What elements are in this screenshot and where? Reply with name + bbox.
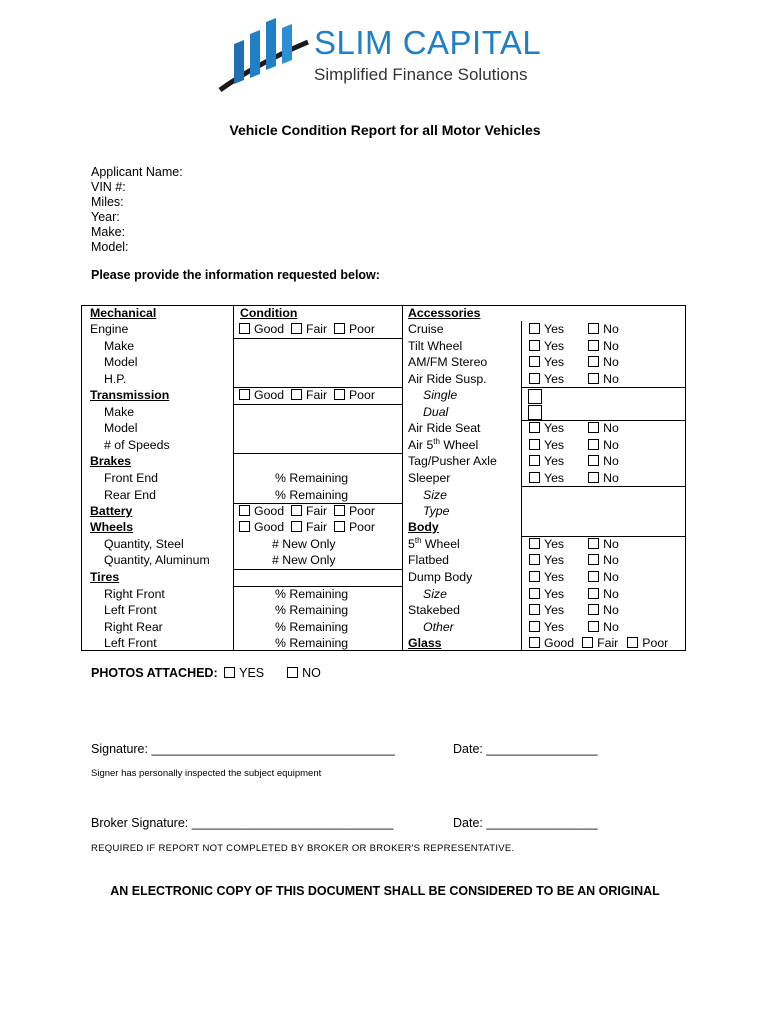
tilt-no-checkbox[interactable] xyxy=(588,340,599,351)
acc-dump-size: Size xyxy=(423,587,447,601)
mech-engine-make: Make xyxy=(104,339,135,353)
transmission-condition: Good Fair Poor xyxy=(239,387,375,404)
susp-no-checkbox[interactable] xyxy=(588,373,599,384)
front-end-remaining: % Remaining xyxy=(275,471,349,485)
flatbed-no-checkbox[interactable] xyxy=(588,554,599,565)
mech-speeds: # of Speeds xyxy=(104,438,170,452)
mech-qty-steel: Quantity, Steel xyxy=(104,537,184,551)
seat-yes-no: Yes No xyxy=(529,420,619,437)
seat-no-checkbox[interactable] xyxy=(588,422,599,433)
acc-dual: Dual xyxy=(423,405,449,419)
left-front-remaining: % Remaining xyxy=(275,603,349,617)
photos-yes-label: YES xyxy=(239,666,265,680)
brand-tagline: Simplified Finance Solutions xyxy=(314,65,528,84)
wheels-poor-checkbox[interactable] xyxy=(334,521,345,532)
acc-cruise: Cruise xyxy=(408,322,444,336)
air5th-yes-no: Yes No xyxy=(529,437,619,454)
acc-other: Other xyxy=(423,620,454,634)
wheels-fair-checkbox[interactable] xyxy=(291,521,302,532)
sleeper-yes-no: Yes No xyxy=(529,470,619,487)
acc-air-ride-susp: Air Ride Susp. xyxy=(408,372,487,386)
dump-yes-checkbox[interactable] xyxy=(529,571,540,582)
battery-condition: Good Fair Poor xyxy=(239,503,375,520)
susp-yes-checkbox[interactable] xyxy=(529,373,540,384)
trans-fair-checkbox[interactable] xyxy=(291,389,302,400)
stakebed-yes-no: Yes No xyxy=(529,602,619,619)
acc-stereo: AM/FM Stereo xyxy=(408,355,488,369)
condition-table xyxy=(81,305,686,651)
trans-poor-checkbox[interactable] xyxy=(334,389,345,400)
dump-no-checkbox[interactable] xyxy=(588,571,599,582)
battery-fair-checkbox[interactable] xyxy=(291,505,302,516)
fifth-no-checkbox[interactable] xyxy=(588,538,599,549)
header-condition: Condition xyxy=(240,306,298,320)
dump-size-yes-checkbox[interactable] xyxy=(529,588,540,599)
other-yes-checkbox[interactable] xyxy=(529,621,540,632)
glass-poor-checkbox[interactable] xyxy=(627,637,638,648)
dual-checkbox[interactable] xyxy=(528,405,542,420)
sleeper-yes-checkbox[interactable] xyxy=(529,472,540,483)
mech-trans-make: Make xyxy=(104,405,135,419)
glass-condition: Good Fair Poor xyxy=(529,635,668,652)
acc-single: Single xyxy=(423,388,458,402)
photos-label: PHOTOS ATTACHED: xyxy=(91,666,218,680)
aluminum-new-only: # New Only xyxy=(272,553,336,567)
photos-no-checkbox[interactable] xyxy=(287,667,298,678)
pusher-yes-checkbox[interactable] xyxy=(529,455,540,466)
other-yes-no: Yes No xyxy=(529,619,619,636)
logo-bars-icon xyxy=(216,14,316,96)
broker-date-line[interactable]: Date: ________________ xyxy=(453,816,598,830)
mech-front-end: Front End xyxy=(104,471,158,485)
header-accessories: Accessories xyxy=(408,306,481,320)
instructions: Please provide the information requested below: xyxy=(91,268,380,282)
tilt-yes-checkbox[interactable] xyxy=(529,340,540,351)
air5th-yes-checkbox[interactable] xyxy=(529,439,540,450)
footer-notice: AN ELECTRONIC COPY OF THIS DOCUMENT SHALL BE CONSIDERED TO BE AN ORIGINAL xyxy=(110,884,660,898)
model-label: Model: xyxy=(91,240,129,254)
single-checkbox[interactable] xyxy=(528,389,542,404)
stakebed-yes-checkbox[interactable] xyxy=(529,604,540,615)
mech-right-rear: Right Rear xyxy=(104,620,163,634)
susp-yes-no: Yes No xyxy=(529,371,619,388)
other-no-checkbox[interactable] xyxy=(588,621,599,632)
mech-engine: Engine xyxy=(90,322,129,336)
mech-qty-aluminum: Quantity, Aluminum xyxy=(104,553,210,567)
mech-left-front-2: Left Front xyxy=(104,636,157,650)
stakebed-no-checkbox[interactable] xyxy=(588,604,599,615)
acc-tag-pusher: Tag/Pusher Axle xyxy=(408,454,497,468)
applicant-name-label: Applicant Name: xyxy=(91,165,183,179)
rear-end-remaining: % Remaining xyxy=(275,488,349,502)
mech-hp: H.P. xyxy=(104,372,127,386)
make-label: Make: xyxy=(91,225,126,239)
engine-good-checkbox[interactable] xyxy=(239,323,250,334)
engine-fair-checkbox[interactable] xyxy=(291,323,302,334)
photos-no-label: NO xyxy=(302,666,321,680)
battery-good-checkbox[interactable] xyxy=(239,505,250,516)
air5th-no-checkbox[interactable] xyxy=(588,439,599,450)
mech-right-front: Right Front xyxy=(104,587,165,601)
engine-poor-checkbox[interactable] xyxy=(334,323,345,334)
wheels-condition: Good Fair Poor xyxy=(239,519,375,536)
mech-left-front: Left Front xyxy=(104,603,157,617)
signature-line[interactable]: Signature: ___________________________________ xyxy=(91,742,395,756)
engine-condition: Good Fair Poor xyxy=(239,321,375,338)
right-front-remaining: % Remaining xyxy=(275,587,349,601)
mech-transmission: Transmission xyxy=(90,388,170,402)
acc-glass: Glass xyxy=(408,636,442,650)
dump-size-yes-no: Yes No xyxy=(529,586,619,603)
seat-yes-checkbox[interactable] xyxy=(529,422,540,433)
acc-air-5th-wheel: Air 5th Wheel xyxy=(408,436,479,452)
cruise-yes-checkbox[interactable] xyxy=(529,323,540,334)
miles-label: Miles: xyxy=(91,195,124,209)
acc-flatbed: Flatbed xyxy=(408,553,450,567)
acc-dump-body: Dump Body xyxy=(408,570,473,584)
steel-new-only: # New Only xyxy=(272,537,336,551)
mech-brakes: Brakes xyxy=(90,454,132,468)
photos-attached-row xyxy=(91,666,321,680)
photos-yes-checkbox[interactable] xyxy=(224,667,235,678)
mech-engine-model: Model xyxy=(104,355,138,369)
flatbed-yes-no: Yes No xyxy=(529,552,619,569)
acc-tilt-wheel: Tilt Wheel xyxy=(408,339,463,353)
acc-sleeper: Sleeper xyxy=(408,471,451,485)
mech-tires: Tires xyxy=(90,570,120,584)
cruise-no-checkbox[interactable] xyxy=(588,323,599,334)
stereo-yes-no: Yes No xyxy=(529,354,619,371)
acc-body: Body xyxy=(408,520,439,534)
vin-label: VIN #: xyxy=(91,180,126,194)
battery-poor-checkbox[interactable] xyxy=(334,505,345,516)
flatbed-yes-checkbox[interactable] xyxy=(529,554,540,565)
year-label: Year: xyxy=(91,210,120,224)
trans-good-checkbox[interactable] xyxy=(239,389,250,400)
tilt-yes-no: Yes No xyxy=(529,338,619,355)
pusher-no-checkbox[interactable] xyxy=(588,455,599,466)
dump-size-no-checkbox[interactable] xyxy=(588,588,599,599)
glass-fair-checkbox[interactable] xyxy=(582,637,593,648)
mech-trans-model: Model xyxy=(104,421,138,435)
sleeper-no-checkbox[interactable] xyxy=(588,472,599,483)
acc-air-ride-seat: Air Ride Seat xyxy=(408,421,481,435)
acc-sleeper-type: Type xyxy=(423,504,450,518)
dump-yes-no: Yes No xyxy=(529,569,619,586)
left-rear-remaining: % Remaining xyxy=(275,636,349,650)
signature-date-line[interactable]: Date: ________________ xyxy=(453,742,598,756)
wheels-good-checkbox[interactable] xyxy=(239,521,250,532)
fifth-yes-no: Yes No xyxy=(529,536,619,553)
acc-stakebed: Stakebed xyxy=(408,603,460,617)
page-title: Vehicle Condition Report for all Motor Vehicles xyxy=(229,122,541,138)
mech-battery: Battery xyxy=(90,504,133,518)
brand-name: SLIM CAPITAL xyxy=(314,24,542,61)
mech-rear-end: Rear End xyxy=(104,488,156,502)
fifth-yes-checkbox[interactable] xyxy=(529,538,540,549)
broker-note: REQUIRED IF REPORT NOT COMPLETED BY BROKER OR BROKER'S REPRESENTATIVE. xyxy=(91,843,515,854)
pusher-yes-no: Yes No xyxy=(529,453,619,470)
glass-good-checkbox[interactable] xyxy=(529,637,540,648)
right-rear-remaining: % Remaining xyxy=(275,620,349,634)
acc-sleeper-size: Size xyxy=(423,488,447,502)
stereo-no-checkbox[interactable] xyxy=(588,356,599,367)
company-logo xyxy=(216,14,556,96)
signature-note: Signer has personally inspected the subject equipment xyxy=(91,768,322,779)
header-mechanical: Mechanical xyxy=(90,306,157,320)
acc-5th-wheel: 5th Wheel xyxy=(408,535,460,551)
stereo-yes-checkbox[interactable] xyxy=(529,356,540,367)
broker-signature-line[interactable]: Broker Signature: _____________________________ xyxy=(91,816,394,830)
mech-wheels: Wheels xyxy=(90,520,134,534)
cruise-yes-no: Yes No xyxy=(529,321,619,338)
